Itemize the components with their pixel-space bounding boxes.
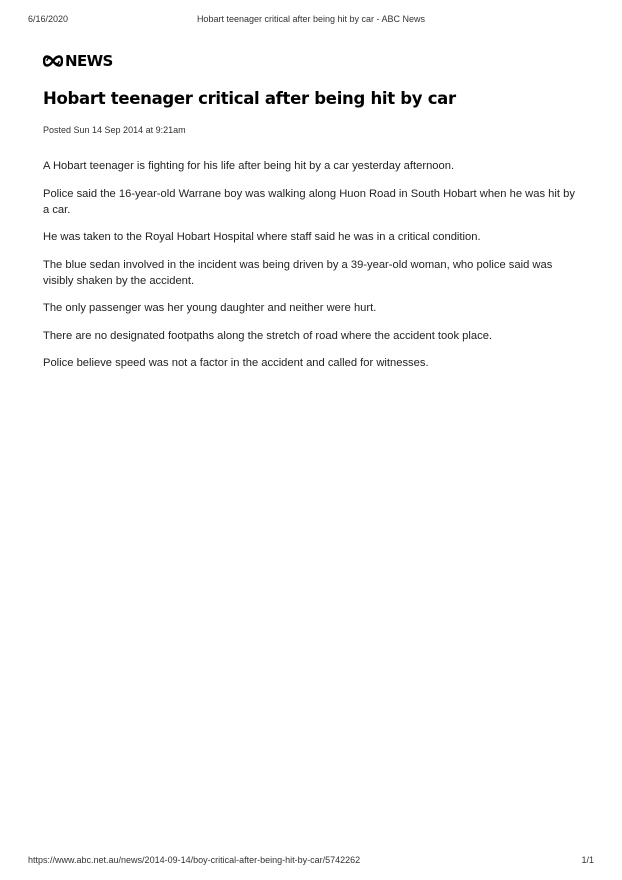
print-page-number: 1/1 — [581, 855, 594, 865]
print-url: https://www.abc.net.au/news/2014-09-14/boy-critical-after-being-hit-by-car/5742262 — [28, 855, 361, 865]
article-headline: Hobart teenager critical after being hit by car — [43, 89, 456, 108]
article-dateline: Posted Sun 14 Sep 2014 at 9:21am — [43, 125, 186, 135]
article-paragraph: The blue sedan involved in the incident was being driven by a 39-year-old woman, who police said was visibly shaken by the accident. — [43, 258, 553, 287]
print-footer — [28, 855, 594, 867]
article-paragraph: Police said the 16-year-old Warrane boy was walking along Huon Road in South Hobart when he was hit by a car. — [43, 187, 575, 216]
article-paragraph: He was taken to the Royal Hobart Hospital where staff said he was in a critical condition. — [43, 231, 481, 243]
abc-lissajous-icon — [43, 54, 63, 68]
article-paragraph: The only passenger was her young daughter and neither were hurt. — [43, 302, 377, 314]
print-header — [28, 14, 594, 26]
article-body — [43, 158, 583, 383]
article-paragraph: There are no designated footpaths along the stretch of road where the accident took place. — [43, 329, 493, 342]
abc-news-logo[interactable] — [43, 52, 113, 70]
logo-wordmark: NEWS — [65, 52, 113, 70]
print-date: 6/16/2020 — [28, 14, 69, 24]
print-page-title: Hobart teenager critical after being hit by car - ABC News — [196, 14, 426, 24]
article-paragraph: Police believe speed was not a factor in the accident and called for witnesses. — [43, 357, 429, 369]
article-paragraph: A Hobart teenager is fighting for his life after being hit by a car yesterday afternoon. — [43, 160, 455, 172]
